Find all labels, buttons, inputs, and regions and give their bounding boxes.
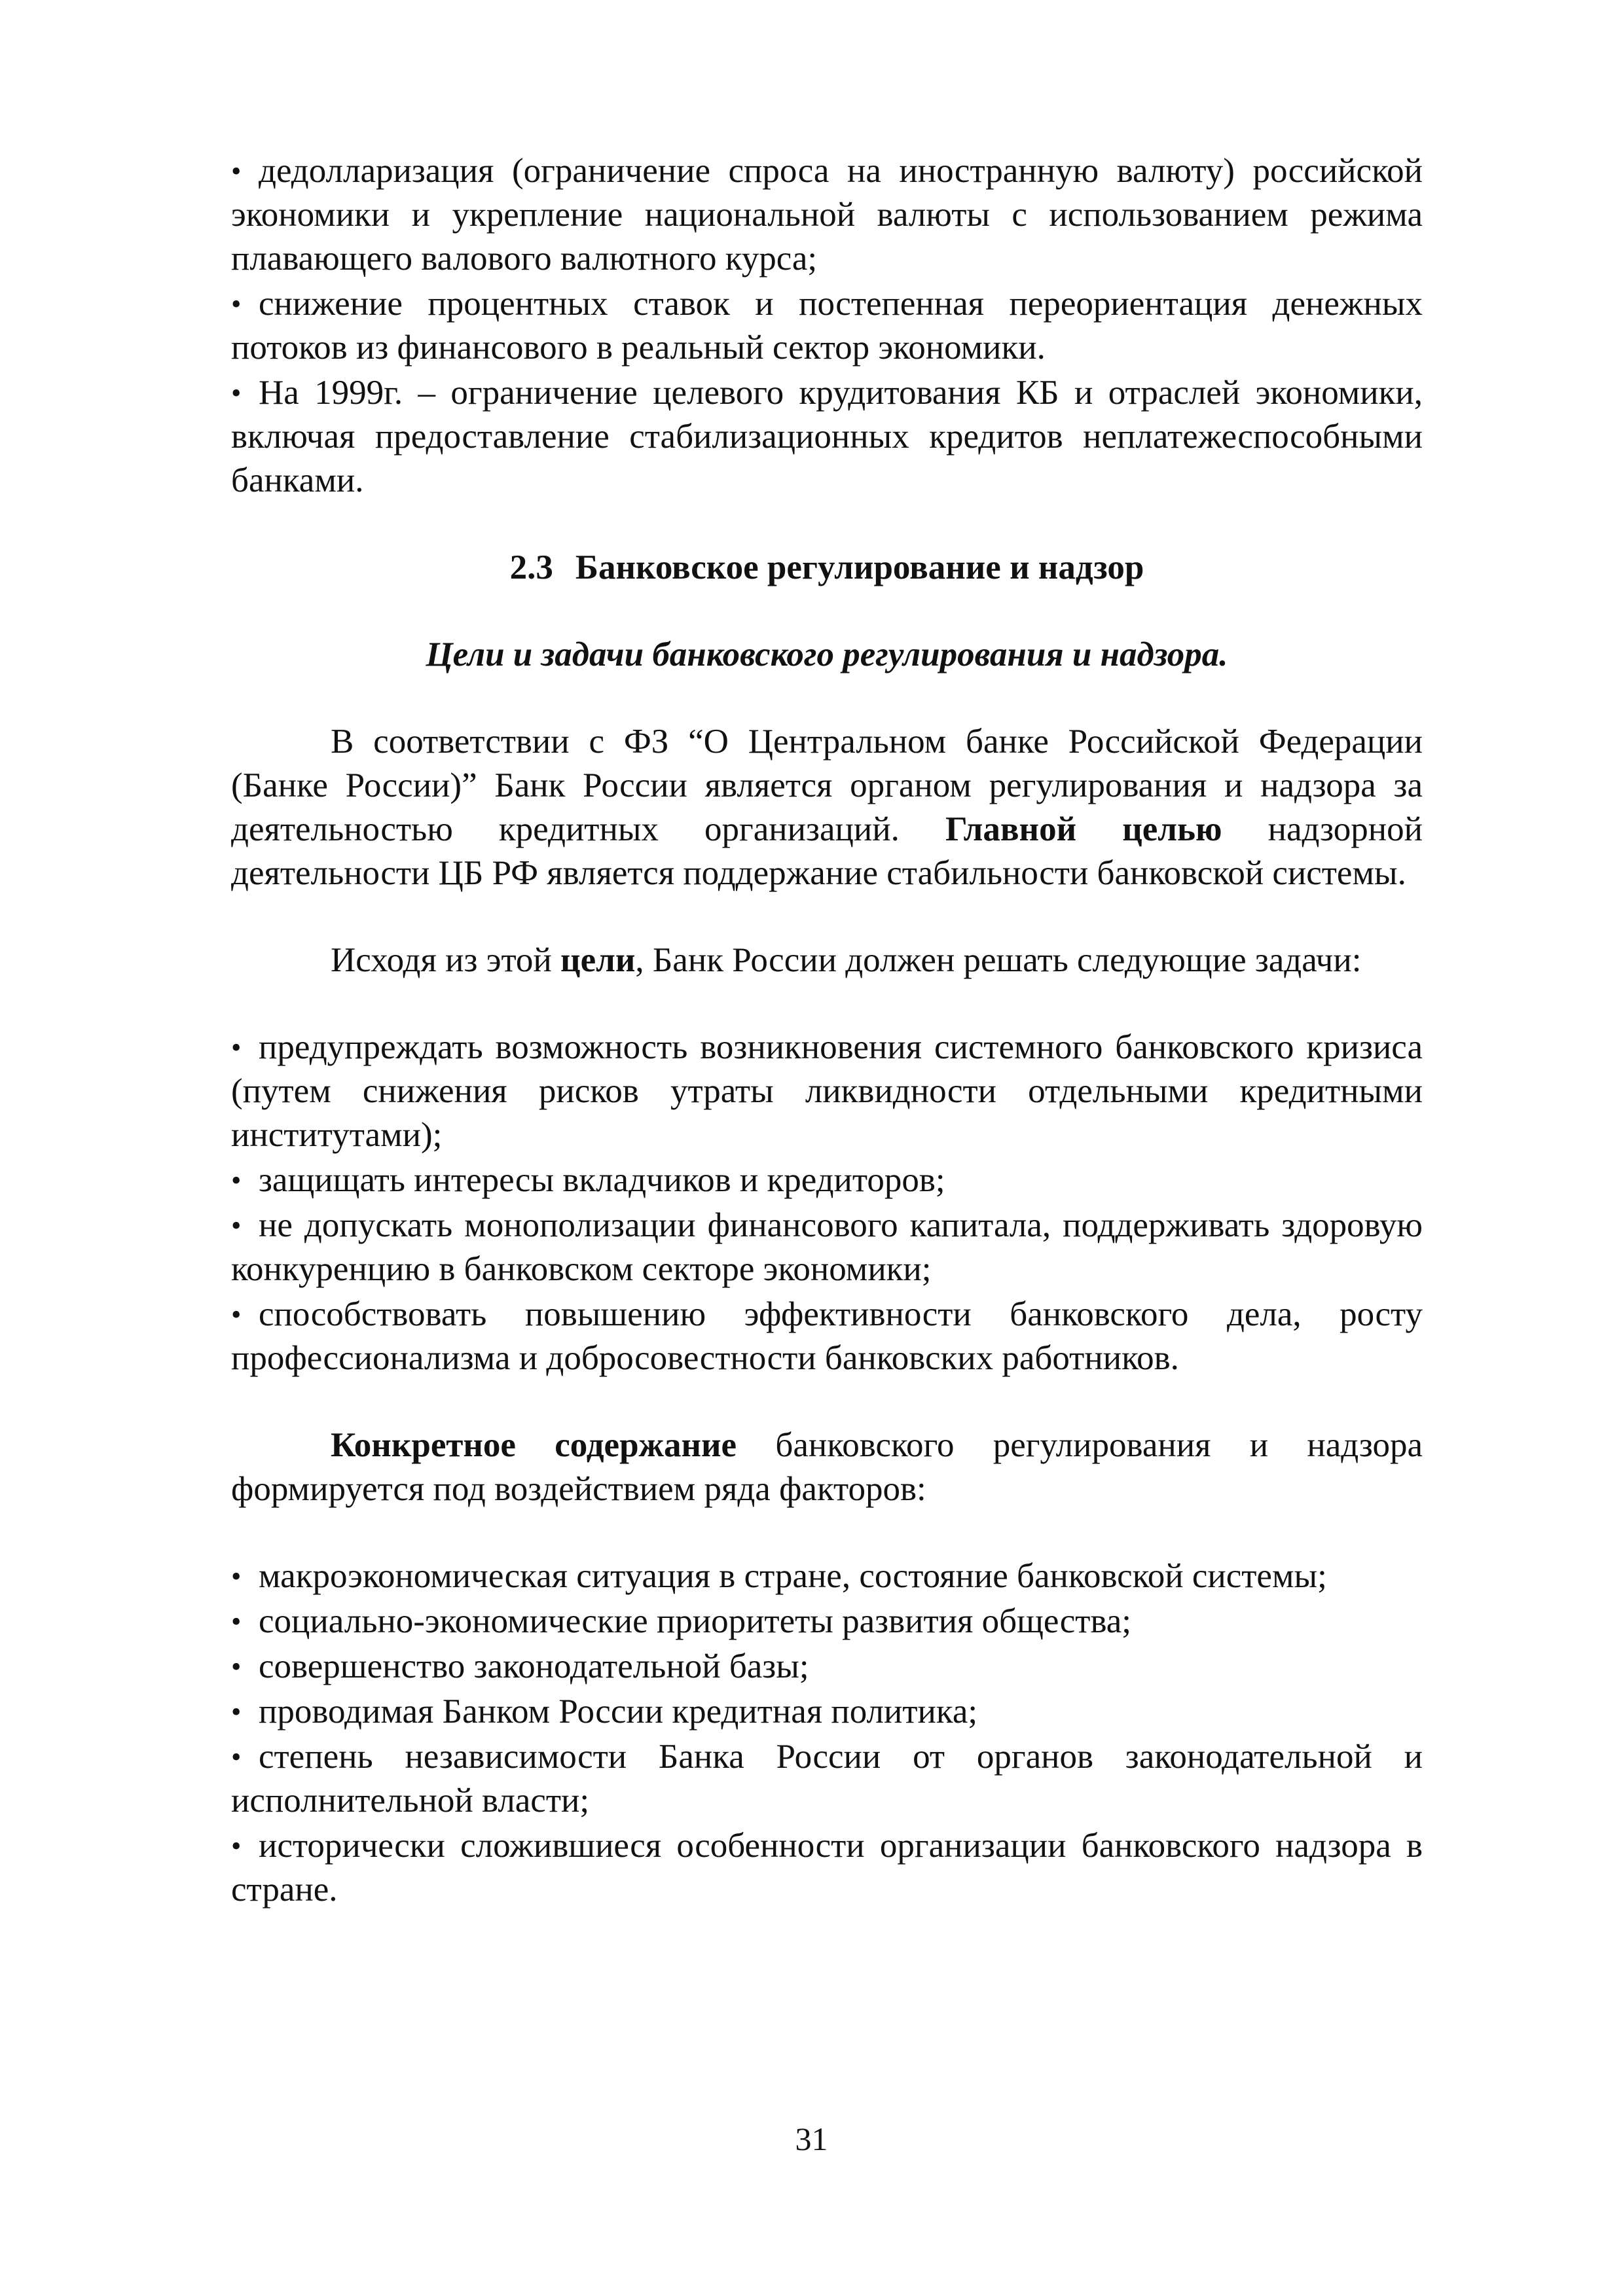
tasks-bullet-list <box>231 1026 1423 1380</box>
list-item <box>231 1204 1423 1291</box>
list-item-text: снижение процентных ставок и постепенная переориентация денежных потоков из финансового в реальный сектор экономики. <box>231 285 1423 367</box>
list-item <box>231 149 1423 281</box>
document-page <box>231 149 1423 1913</box>
bullet-icon: • <box>231 1299 242 1331</box>
list-item <box>231 1690 1423 1734</box>
list-item <box>231 1026 1423 1157</box>
list-item-text: социально-экономические приоритеты развития общества; <box>259 1602 1132 1640</box>
list-item <box>231 1645 1423 1689</box>
list-item <box>231 282 1423 370</box>
list-item-text: исторически сложившиеся особенности организации банковского надзора в стране. <box>231 1827 1423 1909</box>
paragraph-text: банковского регулирования и надзора формируется под воздействием ряда факторов: <box>231 1426 1423 1508</box>
page-number: 31 <box>795 2121 828 2157</box>
section-title: Банковское регулирование и надзор <box>575 548 1144 586</box>
list-item-text: не допускать монополизации финансового капитала, поддерживать здоровую конкуренцию в банковском секторе экономики; <box>231 1206 1423 1288</box>
section-heading <box>231 546 1423 590</box>
paragraph-text: В соответствии с ФЗ “О Центральном банке Российской Федерации (Банке России)” Банк России является органом регулирования и надзора за деятельностью кредитных организаций. <box>231 723 1423 848</box>
bullet-icon: • <box>231 1210 242 1242</box>
bullet-icon: • <box>231 377 242 409</box>
list-item <box>231 1600 1423 1643</box>
intro-bullet-list <box>231 149 1423 503</box>
list-item <box>231 371 1423 503</box>
list-item <box>231 1824 1423 1912</box>
list-item-text: проводимая Банком России кредитная политика; <box>259 1693 978 1731</box>
list-item <box>231 1554 1423 1598</box>
paragraph-bold-term: Конкретное содержание <box>331 1426 737 1464</box>
list-item-text: предупреждать возможность возникновения системного банковского кризиса (путем снижения рисков утраты ликвидности отдельными кредитными институтами); <box>231 1028 1423 1154</box>
bullet-icon: • <box>231 1560 242 1592</box>
bullet-icon: • <box>231 1651 242 1683</box>
list-item-text: защищать интересы вкладчиков и кредиторов; <box>259 1161 945 1199</box>
bullet-icon: • <box>231 1830 242 1862</box>
bullet-icon: • <box>231 1164 242 1196</box>
list-item-text: степень независимости Банка России от органов законодательной и исполнительной власти; <box>231 1738 1423 1820</box>
paragraph-bold-term: Главной целью <box>945 810 1222 848</box>
bullet-icon: • <box>231 1605 242 1638</box>
section-number: 2.3 <box>509 548 553 586</box>
paragraph-tasks-intro <box>231 939 1423 982</box>
bullet-icon: • <box>231 1031 242 1064</box>
bullet-icon: • <box>231 288 242 320</box>
paragraph-goal <box>231 720 1423 895</box>
list-item-text: На 1999г. – ограничение целевого крудитования КБ и отраслей экономики, включая предоставление стабилизационных кредитов неплатежеспособными банками. <box>231 374 1423 499</box>
list-item-text: способствовать повышению эффективности банковского дела, росту профессионализма и добросовестности банковских работников. <box>231 1295 1423 1377</box>
list-item <box>231 1293 1423 1380</box>
bullet-icon: • <box>231 1741 242 1773</box>
bullet-icon: • <box>231 1696 242 1728</box>
list-item <box>231 1735 1423 1823</box>
list-item <box>231 1158 1423 1202</box>
list-item-text: совершенство законодательной базы; <box>259 1647 809 1685</box>
factors-bullet-list <box>231 1554 1423 1912</box>
list-item-text: дедолларизация (ограничение спроса на иностранную валюту) российской экономики и укрепление национальной валюты с использованием режима плавающего валового валютного курса; <box>231 152 1423 278</box>
subheading: Цели и задачи банковского регулирования и надзора. <box>426 636 1228 673</box>
paragraph-bold-term: цели <box>560 941 636 979</box>
paragraph-text: надзорной деятельности ЦБ РФ является поддержание стабильности банковской системы. <box>231 810 1423 892</box>
bullet-icon: • <box>231 155 242 187</box>
paragraph-text: , Банк России должен решать следующие задачи: <box>635 941 1362 979</box>
paragraph-text: Исходя из этой <box>331 941 561 979</box>
paragraph-factors-intro <box>231 1424 1423 1511</box>
list-item-text: макроэкономическая ситуация в стране, состояние банковской системы; <box>259 1557 1327 1595</box>
